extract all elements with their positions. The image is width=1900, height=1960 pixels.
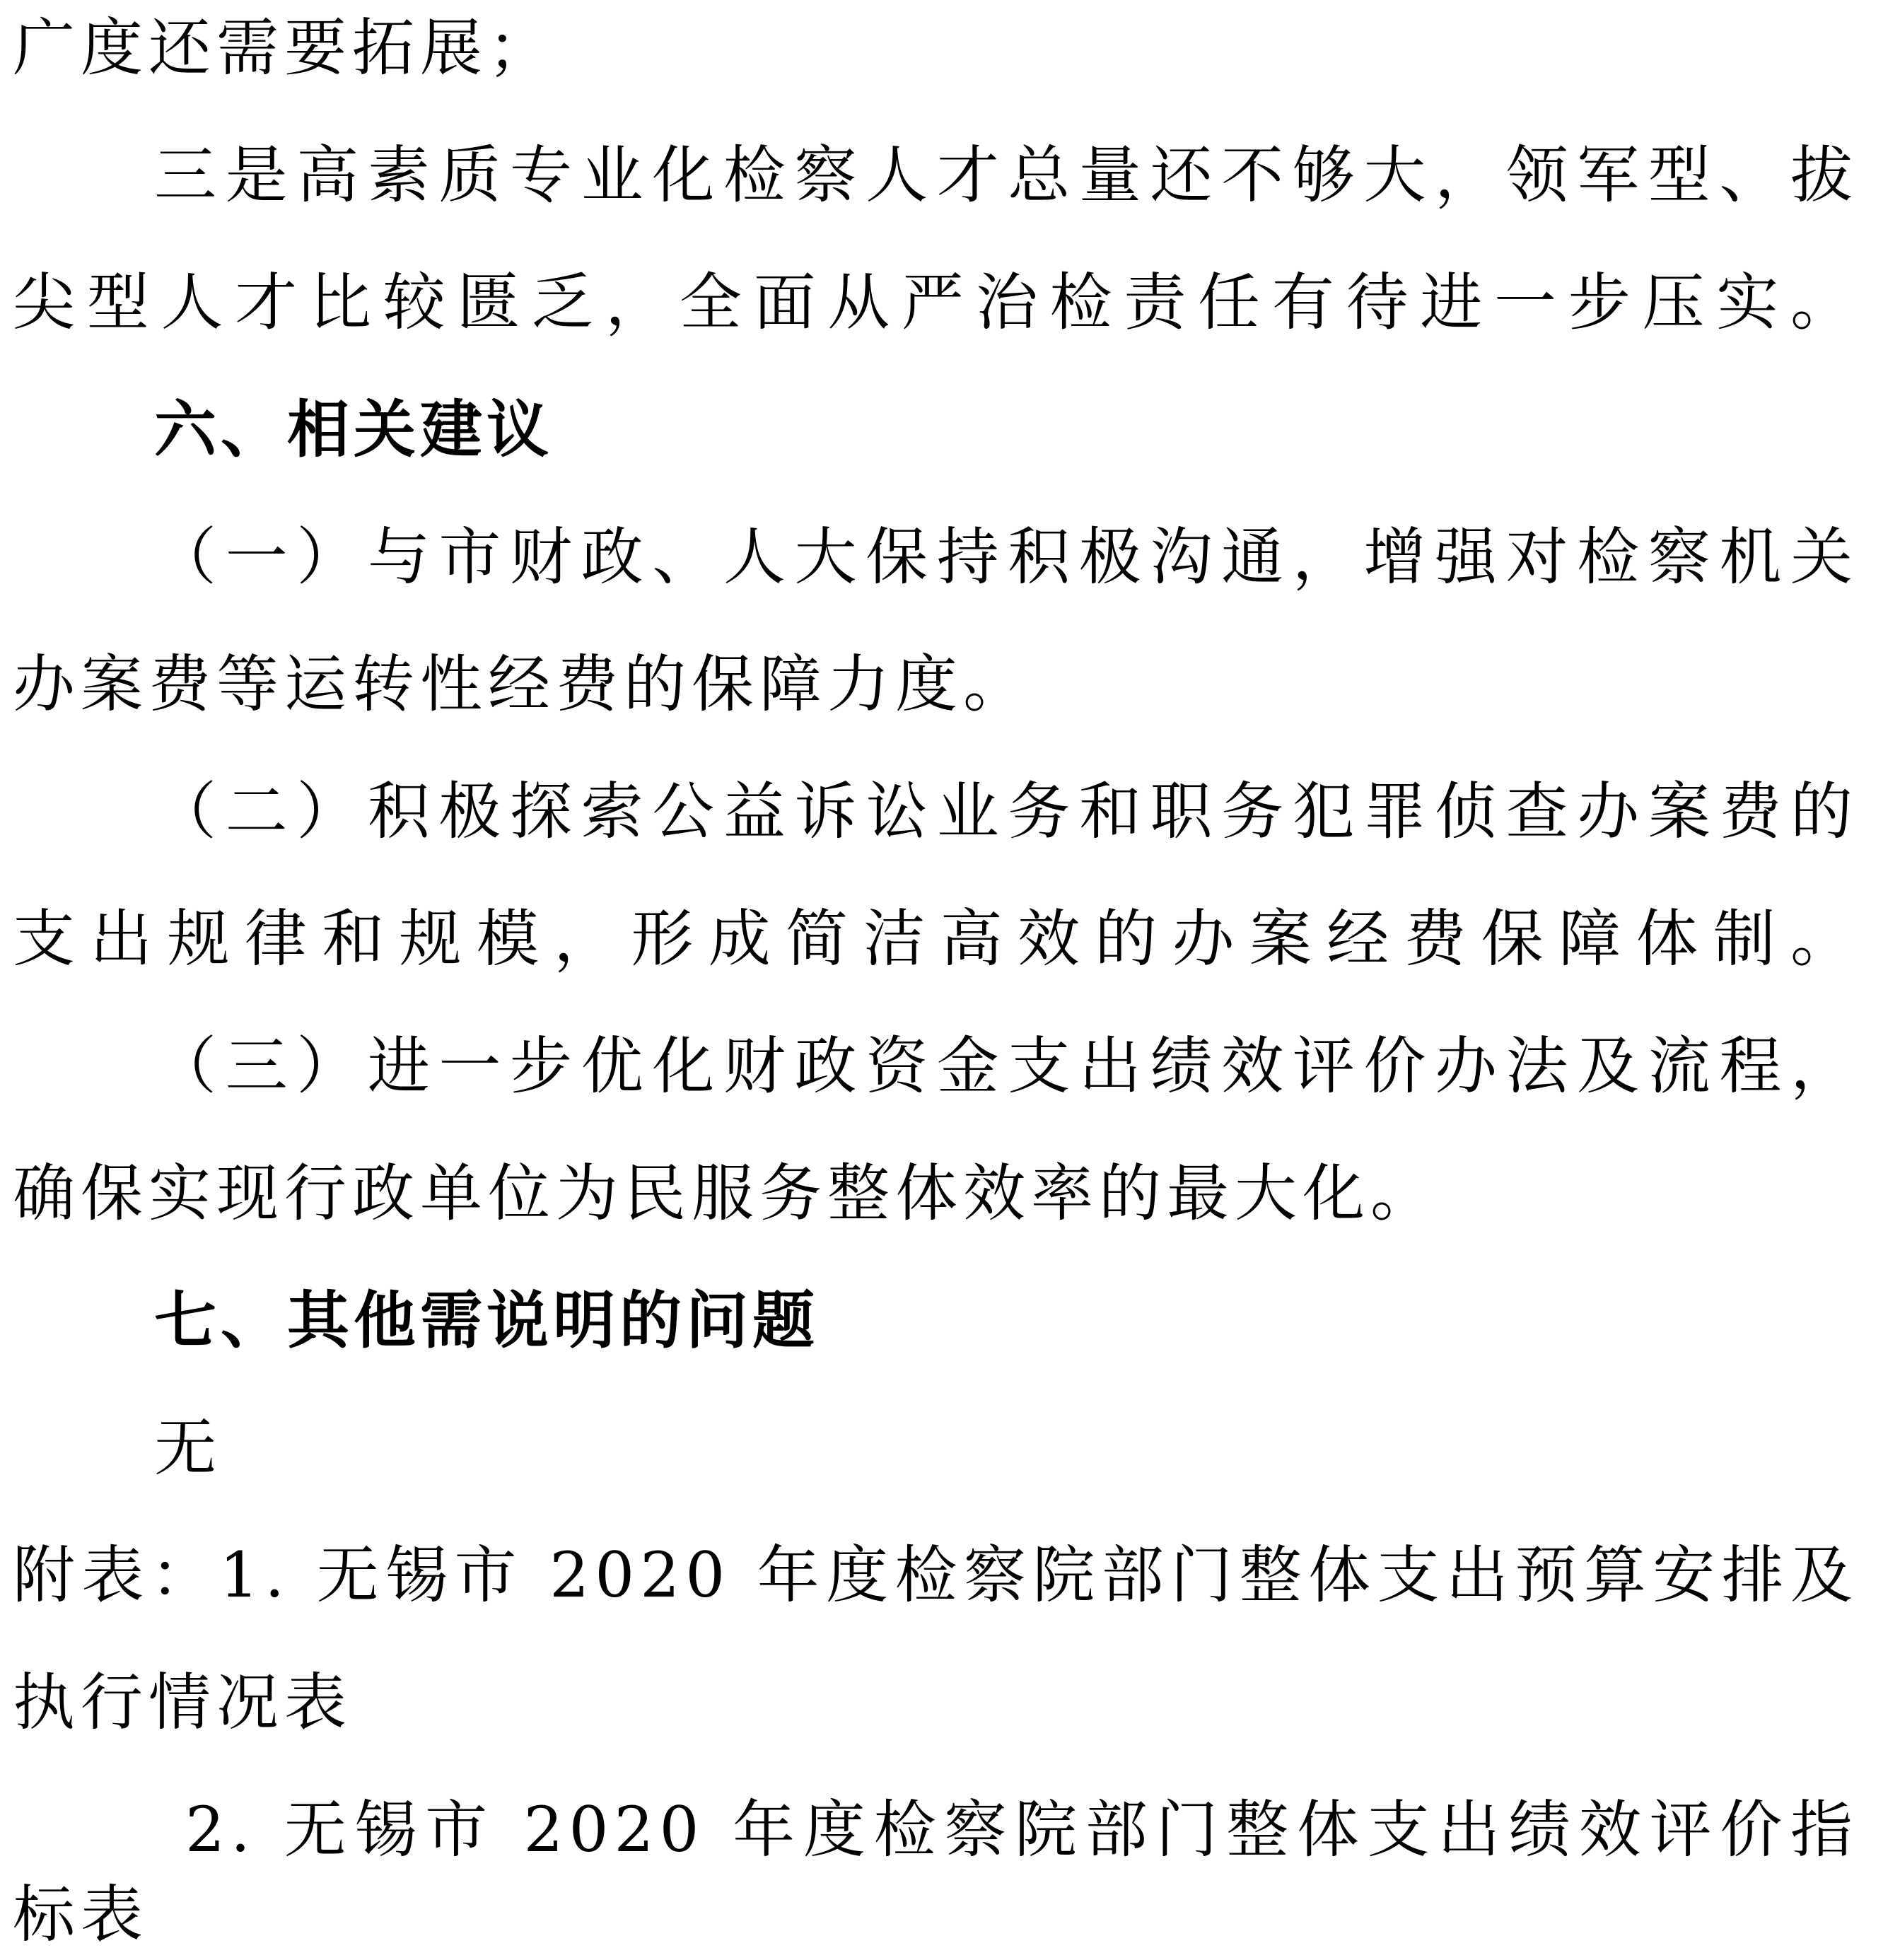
attachment1-line1: 附表：1. 无锡市 2020 年度检察院部门整体支出预算安排及 xyxy=(13,1539,1858,1611)
attachment2-line2: 标表 xyxy=(13,1878,149,1951)
s6-item1-line1: （一）与市财政、人大保持积极沟通，增强对检察机关 xyxy=(154,520,1858,593)
section7-heading: 七、其他需说明的问题 xyxy=(154,1284,820,1357)
problem3-line2: 尖型人才比较匮乏，全面从严治检责任有待进一步压实。 xyxy=(13,266,1858,339)
s6-item1-line2: 办案费等运转性经费的保障力度。 xyxy=(13,648,1032,721)
attachment1-line2: 执行情况表 xyxy=(13,1666,353,1739)
s6-item2-line1: （二）积极探索公益诉讼业务和职务犯罪侦查办案费的 xyxy=(154,775,1858,848)
problem3-tail-line: 广度还需要拓展； xyxy=(13,11,556,84)
section6-heading: 六、相关建议 xyxy=(154,393,554,466)
s6-item3-line2: 确保实现行政单位为民服务整体效率的最大化。 xyxy=(13,1157,1439,1230)
section7-body: 无 xyxy=(154,1411,223,1484)
problem3-line1: 三是高素质专业化检察人才总量还不够大，领军型、拔 xyxy=(154,139,1858,211)
attachment2-line1: 2. 无锡市 2020 年度检察院部门整体支出绩效评价指 xyxy=(185,1793,1858,1866)
s6-item3-line1: （三）进一步优化财政资金支出绩效评价办法及流程， xyxy=(154,1029,1858,1102)
s6-item2-line2: 支出规律和规模，形成简洁高效的办案经费保障体制。 xyxy=(13,902,1858,975)
